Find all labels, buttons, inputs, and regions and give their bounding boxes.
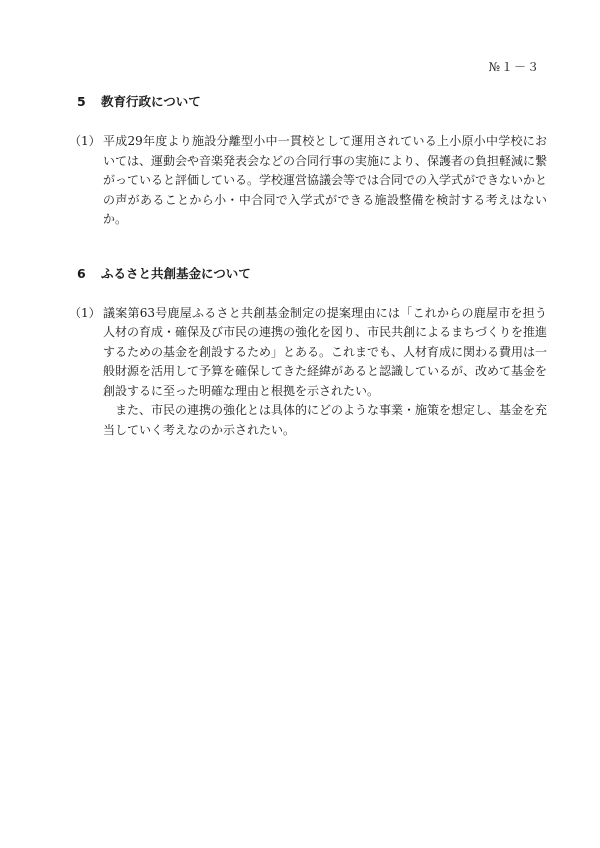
section-education-administration [69, 92, 548, 230]
section-heading [77, 264, 547, 284]
item-body [103, 304, 547, 441]
section-number: 6 [77, 265, 86, 281]
section-heading [77, 92, 547, 112]
page-number: №１－３ [488, 60, 540, 74]
item-marker: （1） [69, 134, 101, 148]
question-item [69, 132, 547, 230]
section-title: ふるさと共創基金について [101, 265, 251, 281]
item-marker: （1） [69, 305, 101, 320]
item-paragraph: 平成29年度より施設分離型小中一貫校として運用されている上小原小中学校においては、運動会や音楽発表会などの合同行事の実施により、保護者の負担軽減に繋がっていると評価している。学校運営協議会等では合同での入学式ができないかとの声があることから小・中合同で入学式ができる施設整備を検討する考えはないか。 [103, 134, 548, 226]
item-paragraph: また、市民の連携の強化とは具体的にどのような事業・施策を想定し、基金を充当していく考えなのか示されたい。 [103, 403, 548, 437]
section-title: 教育行政について [101, 94, 201, 109]
document-content [69, 92, 548, 474]
question-item [69, 304, 547, 441]
section-number: 5 [77, 94, 86, 109]
item-paragraph: 議案第63号鹿屋ふるさと共創基金制定の提案理由には「これからの鹿屋市を担う人材の育成・確保及び市民の連携の強化を図り、市民共創によるまちづくりを推進するための基金を創設するため」とある。これまでも、人材育成に関わる費用は一般財源を活用して予算を確保してきた経緯があると認識しているが、改めて基金を創設するに至った明確な理由と根拠を示されたい。 [103, 305, 548, 398]
item-body [103, 132, 547, 230]
section-furusato-kyoso-fund [69, 264, 548, 441]
